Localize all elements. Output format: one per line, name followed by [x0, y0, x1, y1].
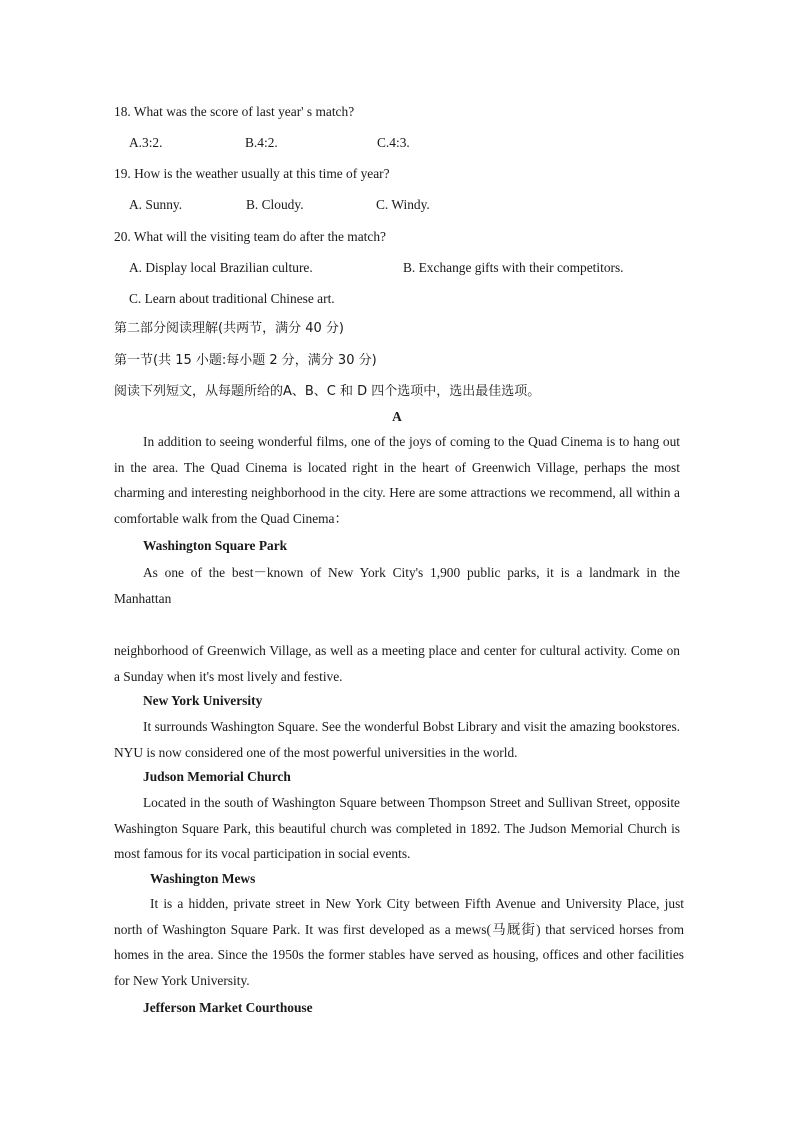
passage-label: A	[392, 409, 402, 424]
question-20-option-c: C. Learn about traditional Chinese art.	[129, 291, 335, 306]
attraction-heading-jefferson-market-courthouse: Jefferson Market Courthouse	[143, 1000, 313, 1015]
passage-intro: In addition to seeing wonderful films, one of the joys of coming to the Quad Cinema is to hang out in the area. The Quad Cinema is located right in the heart of Greenwich Village, perhaps the most charming and interesting neighborhood in the city. Here are some attractions we recommend, all within a comfortable walk from the Quad Cinema：	[114, 434, 680, 526]
question-19-option-b: B. Cloudy.	[246, 197, 304, 212]
question-20-stem: 20. What will the visiting team do after the match?	[114, 229, 386, 244]
instruction-text: 阅读下列短文，从每题所给的A、B、C 和 D 四个选项中，选出最佳选项。	[114, 384, 541, 399]
attraction-heading-washington-mews: Washington Mews	[150, 871, 256, 886]
question-18-option-b: B.4:2.	[245, 135, 278, 150]
question-20-option-a: A. Display local Brazilian culture.	[129, 260, 313, 275]
question-19-option-c: C. Windy.	[376, 197, 430, 212]
attraction-text-washington-mews: It is a hidden, private street in New York City between Fifth Avenue and University Place, just north of Washington Square Park. It was first developed as a mews(马厩街) that serviced horses from homes in the area. Since the 1950s the former stables have served as housing, offices and other facilities for New York University.	[114, 896, 684, 988]
attraction-heading-judson-memorial-church: Judson Memorial Church	[143, 769, 291, 784]
question-18-option-c: C.4:3.	[377, 135, 410, 150]
question-18-stem: 18. What was the score of last year' s match?	[114, 104, 355, 119]
subsection-title: 第一节(共 15 小题:每小题 2 分，满分 30 分)	[114, 353, 377, 368]
attraction-heading-new-york-university: New York University	[143, 693, 263, 708]
attraction-text-washington-square-park-part2: neighborhood of Greenwich Village, as well as a meeting place and center for cultural activity. Come on a Sunday when it's most lively and festive.	[114, 643, 680, 684]
attraction-heading-washington-square-park: Washington Square Park	[143, 538, 288, 553]
question-19-option-a: A. Sunny.	[129, 197, 183, 212]
attraction-text-new-york-university: It surrounds Washington Square. See the wonderful Bobst Library and visit the amazing bookstores. NYU is now considered one of the most powerful universities in the world.	[114, 719, 680, 760]
question-18-option-a: A.3:2.	[129, 135, 163, 150]
part-title: 第二部分阅读理解(共两节，满分 40 分)	[114, 321, 344, 336]
question-20-option-b: B. Exchange gifts with their competitors.	[403, 260, 624, 275]
attraction-text-washington-square-park-part1: As one of the best－known of New York City's 1,900 public parks, it is a landmark in the Manhattan	[114, 565, 680, 606]
attraction-text-judson-memorial-church: Located in the south of Washington Square between Thompson Street and Sullivan Street, opposite Washington Square Park, this beautiful church was completed in 1892. The Judson Memorial Church is most famous for its vocal participation in social events.	[114, 795, 680, 861]
question-19-stem: 19. How is the weather usually at this time of year?	[114, 166, 390, 181]
